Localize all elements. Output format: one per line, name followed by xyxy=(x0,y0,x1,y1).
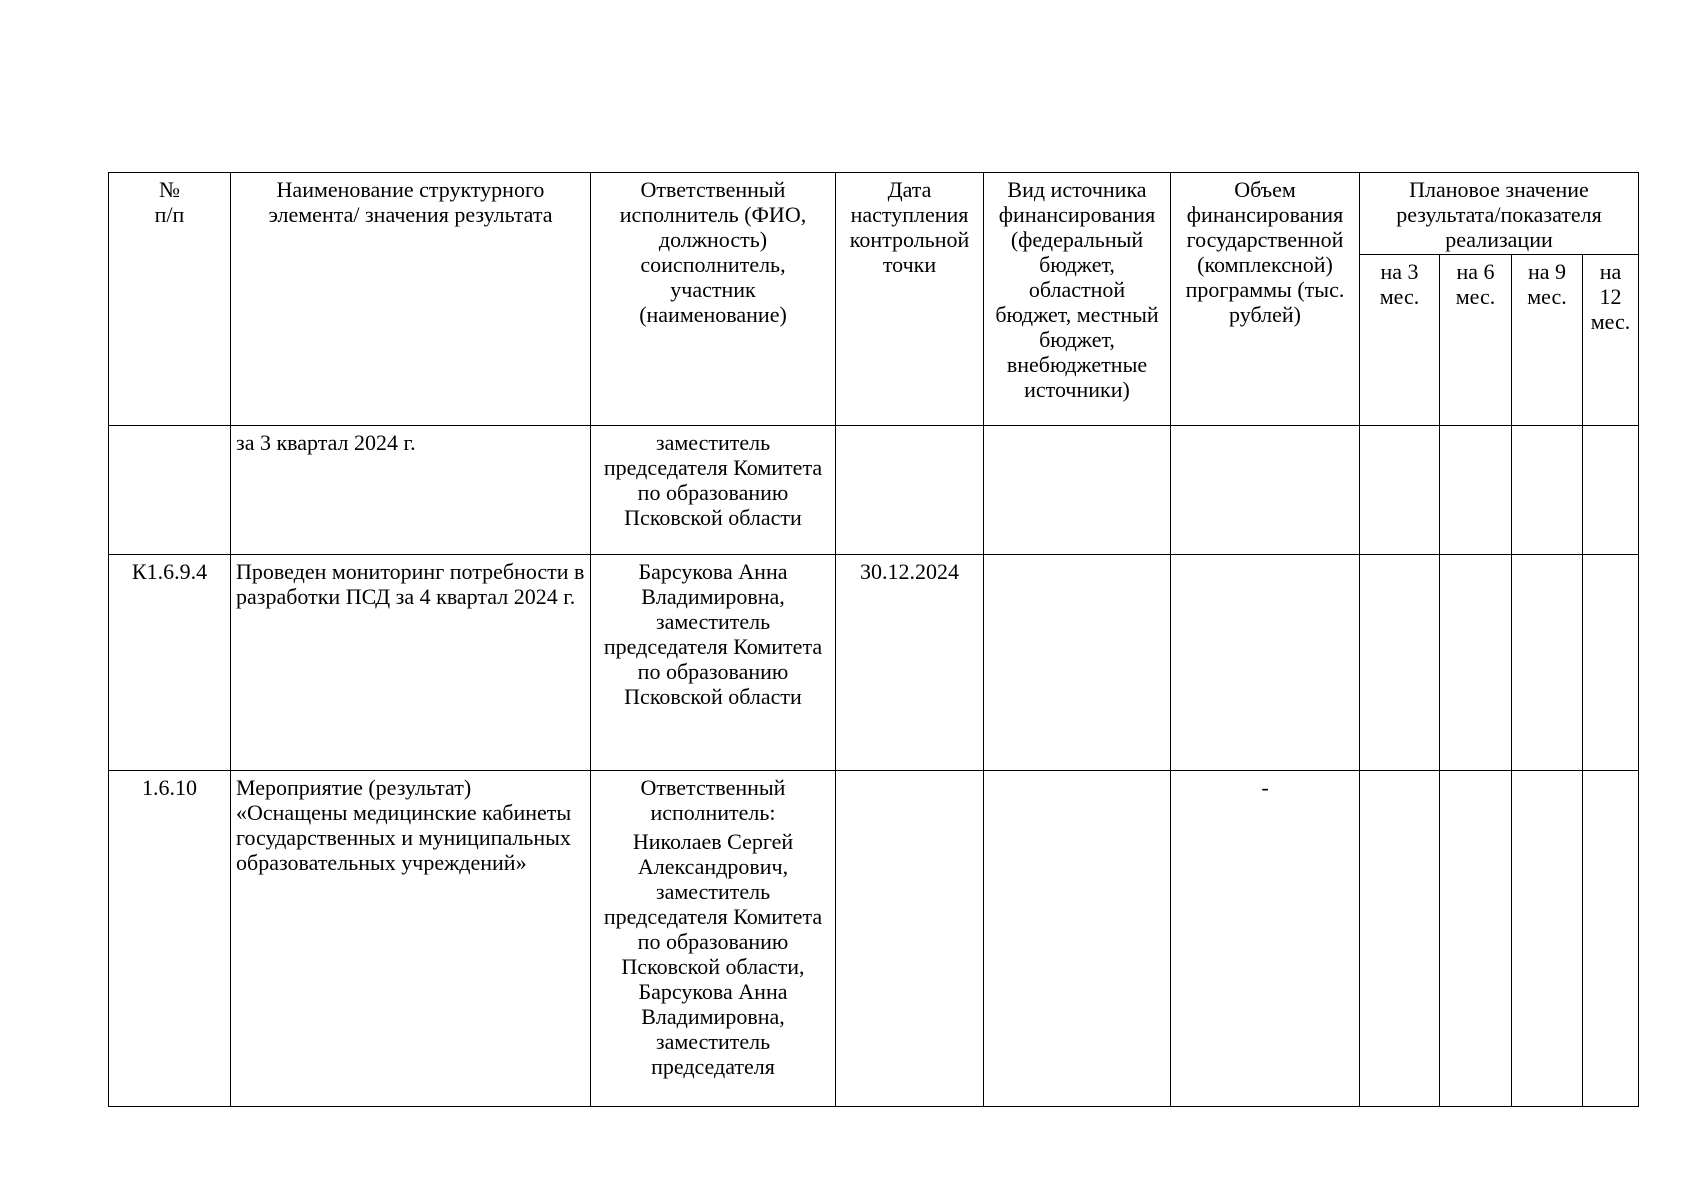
header-responsible: Ответственный исполнитель (ФИО, должность) соисполнитель, участник (наименование) xyxy=(591,173,836,426)
row-name: Проведен мониторинг потребности в разработки ПСД за 4 квартал 2024 г. xyxy=(231,555,591,771)
table-row xyxy=(109,555,1639,771)
row-plan-3 xyxy=(1360,555,1440,771)
row-name: Мероприятие (результат) «Оснащены медицинские кабинеты государственных и муниципальных образовательных учреждений» xyxy=(231,771,591,1107)
row-plan-9 xyxy=(1512,771,1583,1107)
row-plan-3 xyxy=(1360,426,1440,555)
program-table xyxy=(108,172,1639,1107)
row-plan-3 xyxy=(1360,771,1440,1107)
row-responsible: заместитель председателя Комитета по образованию Псковской области xyxy=(591,426,836,555)
header-plan-6: на 6 мес. xyxy=(1440,255,1512,426)
header-source: Вид источника финансирования (федеральный бюджет, областной бюджет, местный бюджет, внебюджетные источники) xyxy=(984,173,1171,426)
row-volume xyxy=(1171,426,1360,555)
row-plan-12 xyxy=(1583,426,1639,555)
row-plan-9 xyxy=(1512,555,1583,771)
row-plan-12 xyxy=(1583,771,1639,1107)
row-volume: - xyxy=(1171,771,1360,1107)
row-volume xyxy=(1171,555,1360,771)
row-source xyxy=(984,771,1171,1107)
row-date: 30.12.2024 xyxy=(836,555,984,771)
header-name: Наименование структурного элемента/ значения результата xyxy=(231,173,591,426)
header-plan-3: на 3 мес. xyxy=(1360,255,1440,426)
header-date: Дата наступления контрольной точки xyxy=(836,173,984,426)
row-num: 1.6.10 xyxy=(109,771,231,1107)
row-num: К1.6.9.4 xyxy=(109,555,231,771)
row-source xyxy=(984,555,1171,771)
row-num xyxy=(109,426,231,555)
row-date xyxy=(836,771,984,1107)
header-plan-12: на 12 мес. xyxy=(1583,255,1639,426)
row-plan-9 xyxy=(1512,426,1583,555)
header-plan: Плановое значение результата/показателя реализации xyxy=(1360,173,1639,255)
row-plan-6 xyxy=(1440,771,1512,1107)
header-num: № п/п xyxy=(109,173,231,426)
table-row xyxy=(109,426,1639,555)
row-responsible: Николаев Сергей Александрович, заместитель председателя Комитета по образованию Псковской области, Барсукова Анна Владимировна, заместитель председателя xyxy=(603,829,823,1079)
row-responsible: Барсукова Анна Владимировна, заместитель председателя Комитета по образованию Псковской области xyxy=(591,555,836,771)
row-source xyxy=(984,426,1171,555)
row-responsible-cell xyxy=(591,771,836,1107)
row-plan-6 xyxy=(1440,426,1512,555)
row-date xyxy=(836,426,984,555)
row-plan-12 xyxy=(1583,555,1639,771)
row-plan-6 xyxy=(1440,555,1512,771)
row-responsible-title: Ответственный исполнитель: xyxy=(640,775,786,825)
row-name: за 3 квартал 2024 г. xyxy=(231,426,591,555)
header-volume: Объем финансирования государственной (комплексной) программы (тыс. рублей) xyxy=(1171,173,1360,426)
header-plan-9: на 9 мес. xyxy=(1512,255,1583,426)
table-row xyxy=(109,771,1639,1107)
